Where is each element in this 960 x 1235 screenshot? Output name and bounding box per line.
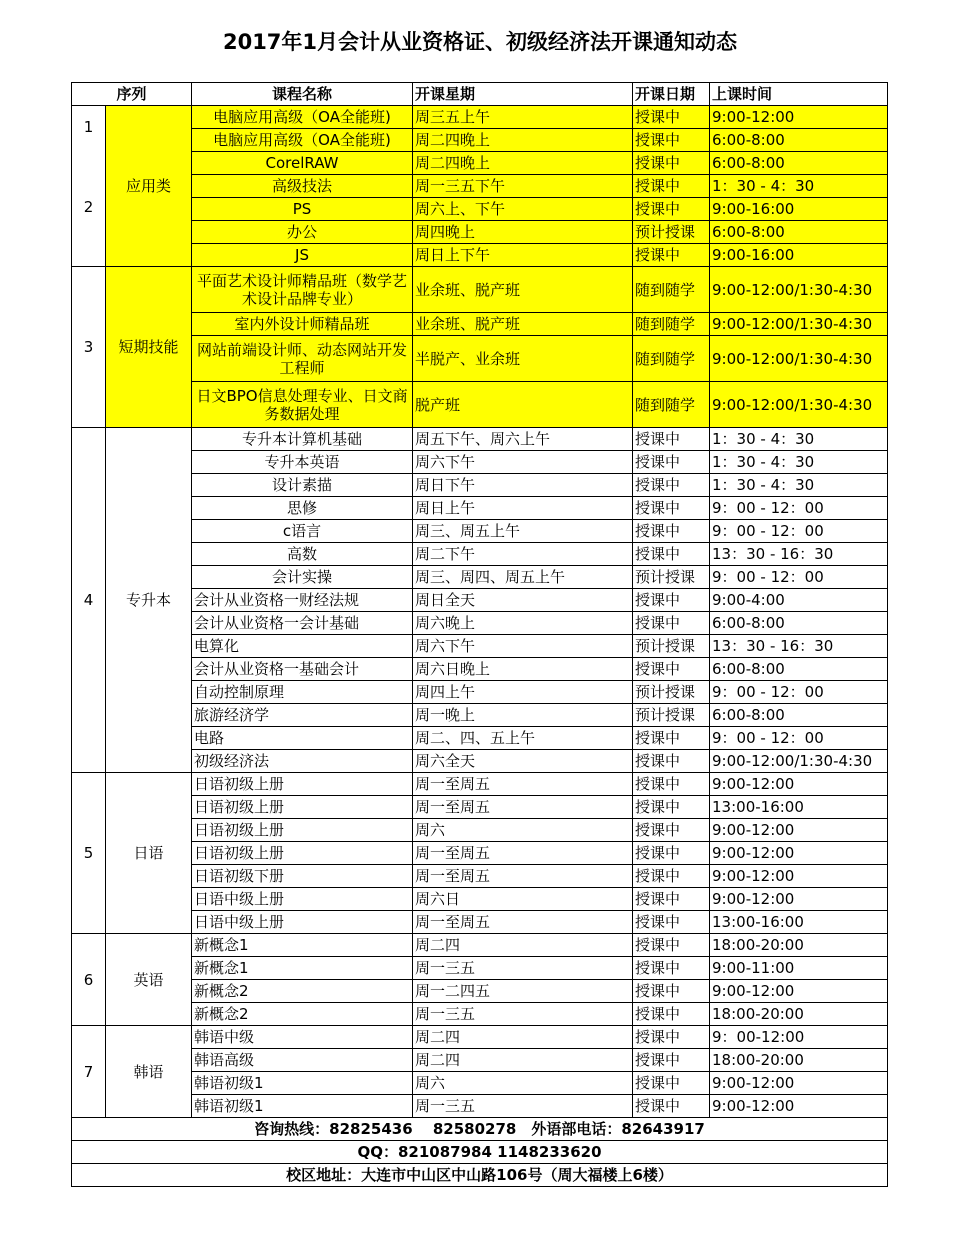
group-category: 日语 — [106, 773, 192, 934]
course-weekday: 周六下午 — [413, 635, 633, 658]
course-start-date: 授课中 — [633, 1095, 710, 1118]
course-name: 专升本计算机基础 — [192, 428, 413, 451]
course-weekday: 周五下午、周六上午 — [413, 428, 633, 451]
course-weekday: 周一至周五 — [413, 865, 633, 888]
table-row — [72, 382, 888, 428]
course-start-date: 授课中 — [633, 474, 710, 497]
course-start-date: 授课中 — [633, 175, 710, 198]
course-weekday: 脱产班 — [413, 382, 633, 428]
page-title: 2017年1月会计从业资格证、初级经济法开课通知动态 — [222, 30, 738, 54]
course-name: 思修 — [192, 497, 413, 520]
course-time: 6:00-8:00 — [710, 704, 888, 727]
course-weekday: 周二四晚上 — [413, 129, 633, 152]
table-row — [72, 658, 888, 681]
course-time: 1：30 - 4：30 — [710, 428, 888, 451]
table-row — [72, 1003, 888, 1026]
table-row — [72, 1072, 888, 1095]
course-weekday: 周一三五 — [413, 1095, 633, 1118]
course-name: 高数 — [192, 543, 413, 566]
course-start-date: 授课中 — [633, 658, 710, 681]
course-time: 1：30 - 4：30 — [710, 474, 888, 497]
course-name: 日语中级上册 — [192, 911, 413, 934]
course-start-date: 授课中 — [633, 152, 710, 175]
header-course-name: 课程名称 — [192, 83, 413, 106]
table-row — [72, 474, 888, 497]
group-category: 短期技能 — [106, 267, 192, 428]
table-row — [72, 543, 888, 566]
course-time: 9:00-11:00 — [710, 957, 888, 980]
course-start-date: 授课中 — [633, 727, 710, 750]
course-start-date: 授课中 — [633, 451, 710, 474]
course-start-date: 授课中 — [633, 129, 710, 152]
course-time: 9:00-12:00/1:30-4:30 — [710, 267, 888, 313]
course-weekday: 周六日晚上 — [413, 658, 633, 681]
course-start-date: 授课中 — [633, 773, 710, 796]
course-time: 6:00-8:00 — [710, 152, 888, 175]
course-weekday: 业余班、脱产班 — [413, 267, 633, 313]
table-row — [72, 796, 888, 819]
course-name: 电脑应用高级（OA全能班) — [192, 106, 413, 129]
table-row — [72, 980, 888, 1003]
course-time: 9:00-16:00 — [710, 198, 888, 221]
course-name: 专升本英语 — [192, 451, 413, 474]
footer-row — [72, 1164, 888, 1187]
course-time: 6:00-8:00 — [710, 129, 888, 152]
course-weekday: 周日上下午 — [413, 244, 633, 267]
course-start-date: 授课中 — [633, 520, 710, 543]
course-time: 9:00-12:00 — [710, 1072, 888, 1095]
group-number: 4 — [72, 428, 106, 773]
course-name: 日语初级下册 — [192, 865, 413, 888]
course-name: CorelRAW — [192, 152, 413, 175]
course-name: 平面艺术设计师精品班（数学艺术设计品牌专业） — [192, 267, 413, 313]
course-weekday: 周一三五下午 — [413, 175, 633, 198]
course-start-date: 授课中 — [633, 589, 710, 612]
course-time: 9:00-4:00 — [710, 589, 888, 612]
course-name: 日语中级上册 — [192, 888, 413, 911]
course-weekday: 周二下午 — [413, 543, 633, 566]
table-row — [72, 336, 888, 382]
course-name: 新概念1 — [192, 957, 413, 980]
course-start-date: 授课中 — [633, 1003, 710, 1026]
course-time: 13:00-16:00 — [710, 796, 888, 819]
course-weekday: 周二四 — [413, 1049, 633, 1072]
table-row — [72, 934, 888, 957]
course-name: 日语初级上册 — [192, 773, 413, 796]
course-time: 18:00-20:00 — [710, 934, 888, 957]
course-name: 设计素描 — [192, 474, 413, 497]
course-start-date: 授课中 — [633, 796, 710, 819]
course-time: 18:00-20:00 — [710, 1003, 888, 1026]
course-name: PS — [192, 198, 413, 221]
course-weekday: 周三、周四、周五上午 — [413, 566, 633, 589]
table-row — [72, 152, 888, 175]
table-row — [72, 566, 888, 589]
course-start-date: 授课中 — [633, 244, 710, 267]
table-row — [72, 175, 888, 198]
course-name: 会计从业资格一会计基础 — [192, 612, 413, 635]
course-name: 韩语初级1 — [192, 1095, 413, 1118]
course-name: 韩语高级 — [192, 1049, 413, 1072]
course-time: 9:00-12:00 — [710, 888, 888, 911]
course-start-date: 随到随学 — [633, 382, 710, 428]
group-category: 应用类 — [106, 106, 192, 267]
course-name: 自动控制原理 — [192, 681, 413, 704]
course-start-date: 预计授课 — [633, 221, 710, 244]
course-weekday: 周六全天 — [413, 750, 633, 773]
course-name: 高级技法 — [192, 175, 413, 198]
course-start-date: 随到随学 — [633, 267, 710, 313]
header-class-time: 上课时间 — [710, 83, 888, 106]
course-weekday: 周一至周五 — [413, 842, 633, 865]
course-start-date: 授课中 — [633, 198, 710, 221]
course-start-date: 授课中 — [633, 750, 710, 773]
table-row — [72, 635, 888, 658]
table-row — [72, 428, 888, 451]
table-row — [72, 957, 888, 980]
table-row — [72, 681, 888, 704]
table-row — [72, 1026, 888, 1049]
course-weekday: 周六上、下午 — [413, 198, 633, 221]
course-time: 9：00-12:00 — [710, 1026, 888, 1049]
course-time: 6:00-8:00 — [710, 221, 888, 244]
group-category: 韩语 — [106, 1026, 192, 1118]
course-weekday: 周六 — [413, 819, 633, 842]
course-start-date: 授课中 — [633, 842, 710, 865]
group-number-2: 2 — [83, 198, 94, 216]
group-category: 专升本 — [106, 428, 192, 773]
group-number: 3 — [72, 267, 106, 428]
course-weekday: 周一三五 — [413, 1003, 633, 1026]
course-time: 9：00 - 12：00 — [710, 520, 888, 543]
table-row — [72, 704, 888, 727]
course-name: 新概念1 — [192, 934, 413, 957]
course-name: 初级经济法 — [192, 750, 413, 773]
course-time: 18:00-20:00 — [710, 1049, 888, 1072]
course-start-date: 预计授课 — [633, 681, 710, 704]
table-row — [72, 888, 888, 911]
course-time: 9：00 - 12：00 — [710, 497, 888, 520]
course-time: 9:00-16:00 — [710, 244, 888, 267]
course-time: 13：30 - 16：30 — [710, 543, 888, 566]
course-start-date: 随到随学 — [633, 336, 710, 382]
course-name: 韩语中级 — [192, 1026, 413, 1049]
course-time: 13：30 - 16：30 — [710, 635, 888, 658]
course-start-date: 授课中 — [633, 957, 710, 980]
table-row — [72, 750, 888, 773]
course-time: 6:00-8:00 — [710, 658, 888, 681]
header-start-date: 开课日期 — [633, 83, 710, 106]
course-name: 电脑应用高级（OA全能班) — [192, 129, 413, 152]
course-time: 9:00-12:00/1:30-4:30 — [710, 382, 888, 428]
course-name: 日语初级上册 — [192, 842, 413, 865]
course-weekday: 周二四 — [413, 1026, 633, 1049]
course-weekday: 周三、周五上午 — [413, 520, 633, 543]
course-name: 网站前端设计师、动态网站开发工程师 — [192, 336, 413, 382]
table-row — [72, 773, 888, 796]
course-weekday: 周三五上午 — [413, 106, 633, 129]
table-row — [72, 313, 888, 336]
course-weekday: 半脱产、业余班 — [413, 336, 633, 382]
course-start-date: 授课中 — [633, 888, 710, 911]
table-row — [72, 911, 888, 934]
course-start-date: 授课中 — [633, 980, 710, 1003]
course-weekday: 周一至周五 — [413, 796, 633, 819]
course-name: 会计从业资格一财经法规 — [192, 589, 413, 612]
course-weekday: 业余班、脱产班 — [413, 313, 633, 336]
campus-address: 校区地址：大连市中山区中山路106号（周大福楼上6楼） — [72, 1164, 888, 1187]
course-start-date: 授课中 — [633, 865, 710, 888]
course-time: 9:00-12:00 — [710, 865, 888, 888]
course-name: 韩语初级1 — [192, 1072, 413, 1095]
table-row — [72, 451, 888, 474]
course-time: 9：00 - 12：00 — [710, 681, 888, 704]
course-name: 日语初级上册 — [192, 796, 413, 819]
course-weekday: 周日下午 — [413, 474, 633, 497]
course-weekday: 周一至周五 — [413, 911, 633, 934]
course-time: 9:00-12:00 — [710, 106, 888, 129]
course-time: 9:00-12:00/1:30-4:30 — [710, 336, 888, 382]
course-weekday: 周四上午 — [413, 681, 633, 704]
course-name: 日语初级上册 — [192, 819, 413, 842]
course-time: 9:00-12:00 — [710, 819, 888, 842]
course-start-date: 预计授课 — [633, 566, 710, 589]
course-name: 会计实操 — [192, 566, 413, 589]
course-start-date: 随到随学 — [633, 313, 710, 336]
course-weekday: 周二四 — [413, 934, 633, 957]
table-row — [72, 727, 888, 750]
course-time: 9:00-12:00 — [710, 1095, 888, 1118]
course-name: JS — [192, 244, 413, 267]
course-time: 9:00-12:00 — [710, 980, 888, 1003]
table-row — [72, 129, 888, 152]
course-start-date: 授课中 — [633, 543, 710, 566]
course-weekday: 周一至周五 — [413, 773, 633, 796]
course-start-date: 授课中 — [633, 497, 710, 520]
course-start-date: 授课中 — [633, 911, 710, 934]
table-row — [72, 612, 888, 635]
course-weekday: 周日全天 — [413, 589, 633, 612]
course-start-date: 授课中 — [633, 1049, 710, 1072]
course-name: 新概念2 — [192, 980, 413, 1003]
course-start-date: 授课中 — [633, 1026, 710, 1049]
table-row — [72, 842, 888, 865]
course-start-date: 授课中 — [633, 1072, 710, 1095]
group-category: 英语 — [106, 934, 192, 1026]
course-time: 1：30 - 4：30 — [710, 451, 888, 474]
course-start-date: 授课中 — [633, 819, 710, 842]
course-weekday: 周六 — [413, 1072, 633, 1095]
course-time: 1：30 - 4：30 — [710, 175, 888, 198]
course-time: 9：00 - 12：00 — [710, 566, 888, 589]
header-weekday: 开课星期 — [413, 83, 633, 106]
course-start-date: 预计授课 — [633, 704, 710, 727]
course-time: 9:00-12:00 — [710, 773, 888, 796]
course-weekday: 周二、四、五上午 — [413, 727, 633, 750]
group-number-1: 1 — [83, 118, 94, 136]
course-time: 6:00-8:00 — [710, 612, 888, 635]
group-number: 7 — [72, 1026, 106, 1118]
group-number: 6 — [72, 934, 106, 1026]
course-time: 9:00-12:00/1:30-4:30 — [710, 750, 888, 773]
table-row — [72, 198, 888, 221]
course-weekday: 周六晚上 — [413, 612, 633, 635]
course-weekday: 周一三五 — [413, 957, 633, 980]
course-time: 9：00 - 12：00 — [710, 727, 888, 750]
course-weekday: 周日上午 — [413, 497, 633, 520]
course-weekday: 周四晚上 — [413, 221, 633, 244]
table-row — [72, 819, 888, 842]
course-name: c语言 — [192, 520, 413, 543]
course-name: 室内外设计师精品班 — [192, 313, 413, 336]
course-time: 13:00-16:00 — [710, 911, 888, 934]
course-start-date: 预计授课 — [633, 635, 710, 658]
contact-qq: QQ：821087984 1148233620 — [72, 1141, 888, 1164]
table-row — [72, 589, 888, 612]
table-row — [72, 497, 888, 520]
course-start-date: 授课中 — [633, 612, 710, 635]
course-weekday: 周六下午 — [413, 451, 633, 474]
table-row — [72, 244, 888, 267]
table-row — [72, 1049, 888, 1072]
course-name: 日文BPO信息处理专业、日文商务数据处理 — [192, 382, 413, 428]
course-name: 电路 — [192, 727, 413, 750]
course-name: 会计从业资格一基础会计 — [192, 658, 413, 681]
course-schedule-table — [71, 82, 888, 1187]
course-start-date: 授课中 — [633, 934, 710, 957]
course-time: 9:00-12:00/1:30-4:30 — [710, 313, 888, 336]
header-row — [72, 83, 888, 106]
contact-hotline: 咨询热线：82825436 82580278 外语部电话：82643917 — [72, 1118, 888, 1141]
course-start-date: 授课中 — [633, 106, 710, 129]
course-weekday: 周二四晚上 — [413, 152, 633, 175]
table-row — [72, 1095, 888, 1118]
table-row — [72, 520, 888, 543]
course-name: 旅游经济学 — [192, 704, 413, 727]
course-name: 新概念2 — [192, 1003, 413, 1026]
table-row — [72, 221, 888, 244]
course-weekday: 周一二四五 — [413, 980, 633, 1003]
course-time: 9:00-12:00 — [710, 842, 888, 865]
footer-row — [72, 1141, 888, 1164]
group-number: 5 — [72, 773, 106, 934]
table-row — [72, 865, 888, 888]
header-seq: 序列 — [72, 83, 192, 106]
course-name: 办公 — [192, 221, 413, 244]
group-number — [72, 106, 106, 267]
table-row — [72, 267, 888, 313]
table-row — [72, 106, 888, 129]
course-weekday: 周一晚上 — [413, 704, 633, 727]
footer-row — [72, 1118, 888, 1141]
course-name: 电算化 — [192, 635, 413, 658]
course-start-date: 授课中 — [633, 428, 710, 451]
course-weekday: 周六日 — [413, 888, 633, 911]
